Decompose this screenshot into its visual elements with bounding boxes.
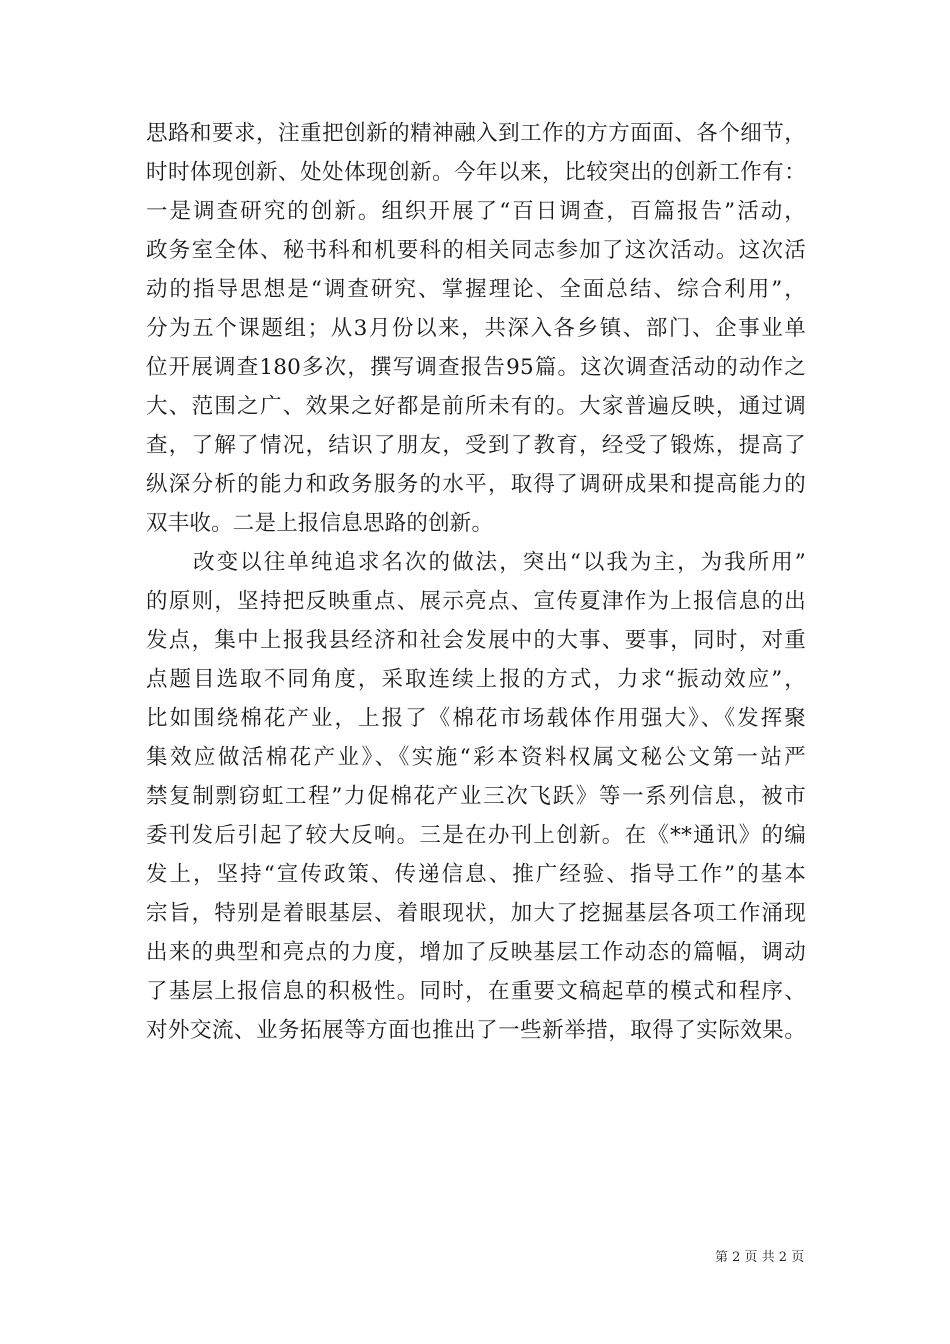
text-line: 比如围绕棉花产业，上报了《棉花市场载体作用强大》、《发挥聚 [146,706,806,731]
text-line: 纵深分析的能力和政务服务的水平，取得了调研成果和提高能力的 [146,472,806,497]
page-number-footer: 第 2 页 共 2 页 [715,1250,805,1265]
text-line: 政务室全体、秘书科和机要科的相关同志参加了这次活动。这次活 [146,238,806,263]
text-line: 的原则，坚持把反映重点、展示亮点、宣传夏津作为上报信息的出 [146,589,806,614]
paragraph-start-line: 改变以往单纯追求名次的做法，突出“以我为主，为我所用” [146,550,806,575]
text-line: 了基层上报信息的积极性。同时，在重要文稿起草的模式和程序、 [146,979,806,1004]
text-line: 动的指导思想是“调查研究、掌握理论、全面总结、综合利用”， [146,277,806,302]
text-line: 集效应做活棉花产业》、《实施“彩本资料权属文秘公文第一站严 [146,745,806,770]
text-line: 对外交流、业务拓展等方面也推出了一些新举措，取得了实际效果。 [146,1018,806,1043]
text-line: 双丰收。二是上报信息思路的创新。 [146,511,494,536]
text-line: 分为五个课题组；从3月份以来，共深入各乡镇、部门、企事业单 [146,316,806,341]
text-line: 发点，集中上报我县经济和社会发展中的大事、要事，同时，对重 [146,628,806,653]
text-line: 思路和要求，注重把创新的精神融入到工作的方方面面、各个细节， [146,121,806,146]
text-line: 出来的典型和亮点的力度，增加了反映基层工作动态的篇幅，调动 [146,940,806,965]
text-line: 发上，坚持“宣传政策、传递信息、推广经验、指导工作”的基本 [146,862,806,887]
text-line: 位开展调查180多次，撰写调查报告95篇。这次调查活动的动作之 [146,355,806,380]
text-line: 大、范围之广、效果之好都是前所未有的。大家普遍反映，通过调 [146,394,806,419]
text-line: 查，了解了情况，结识了朋友，受到了教育，经受了锻炼，提高了 [146,433,806,458]
text-line: 点题目选取不同角度，采取连续上报的方式，力求“振动效应”， [146,667,806,692]
text-line: 时时体现创新、处处体现创新。今年以来，比较突出的创新工作有： [146,160,806,185]
text-line: 一是调查研究的创新。组织开展了“百日调查，百篇报告”活动， [146,199,806,224]
text-line: 委刊发后引起了较大反响。三是在办刊上创新。在《**通讯》的编 [146,823,806,848]
text-line: 宗旨，特别是着眼基层、着眼现状，加大了挖掘基层各项工作涌现 [146,901,806,926]
text-line: 禁复制剽窃虹工程”力促棉花产业三次飞跃》等一系列信息，被市 [146,784,806,809]
